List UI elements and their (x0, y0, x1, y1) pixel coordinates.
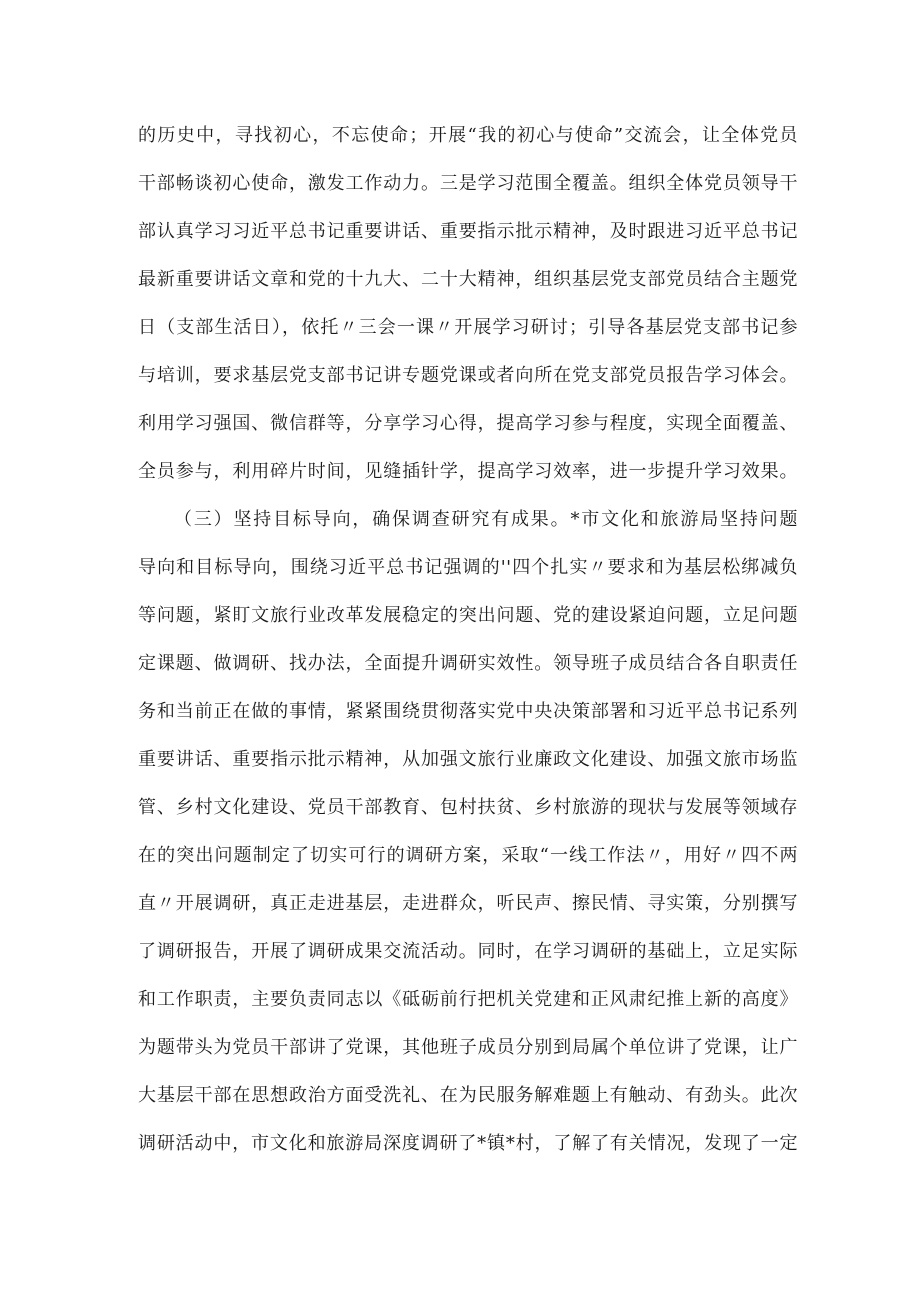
text-line: 等问题，紧盯文旅行业改革发展稳定的突出问题、党的建设紧迫问题，立足问题 (138, 605, 798, 626)
text-line: 全员参与，利用碎片时间，见缝插针学，提高学习效率，进一步提升学习效果。 (138, 461, 798, 482)
text-line: 管、乡村文化建设、党员干部教育、包村扶贫、乡村旅游的现状与发展等领域存 (138, 797, 798, 818)
text-line: 利用学习强国、微信群等，分享学习心得，提高学习参与程度，实现全面覆盖、 (138, 413, 798, 434)
text-line: 和工作职责，主要负责同志以《砥砺前行把机关党建和正风肃纪推上新的高度》 (138, 989, 798, 1010)
text-line: 与培训，要求基层党支部书记讲专题党课或者向所在党支部党员报告学习体会。 (138, 365, 798, 386)
text-line: 了调研报告，开展了调研成果交流活动。同时，在学习调研的基础上，立足实际 (138, 941, 798, 962)
text-line: 调研活动中，市文化和旅游局深度调研了*镇*村，了解了有关情况，发现了一定 (138, 1133, 798, 1154)
text-line: 干部畅谈初心使命，激发工作动力。三是学习范围全覆盖。组织全体党员领导干 (138, 173, 798, 194)
text-line: 导向和目标导向，围绕习近平总书记强调的''四个扎实〃要求和为基层松绑减负 (138, 557, 798, 578)
text-line: 重要讲话、重要指示批示精神，从加强文旅行业廉政文化建设、加强文旅市场监 (138, 749, 798, 770)
text-line: 定课题、做调研、找办法，全面提升调研实效性。领导班子成员结合各自职责任 (138, 653, 798, 674)
text-line: 在的突出问题制定了切实可行的调研方案，采取“一线工作法〃，用好〃四不两 (138, 845, 798, 866)
text-line: 为题带头为党员干部讲了党课，其他班子成员分别到局属个单位讲了党课，让广 (138, 1037, 798, 1058)
text-line: 部认真学习习近平总书记重要讲话、重要指示批示精神，及时跟进习近平总书记 (138, 221, 798, 242)
text-line: 直〃开展调研，真正走进基层，走进群众，听民声、擦民情、寻实策，分别撰写 (138, 893, 798, 914)
text-line: 日（支部生活日），依托〃三会一课〃开展学习研讨；引导各基层党支部书记参 (138, 317, 798, 338)
text-line: 大基层干部在思想政治方面受洗礼、在为民服务解难题上有触动、有劲头。此次 (138, 1085, 798, 1106)
text-line: 的历史中，寻找初心，不忘使命；开展“我的初心与使命”交流会，让全体党员 (138, 125, 798, 146)
section-heading-line: （三）坚持目标导向，确保调查研究有成果。*市文化和旅游局坚持问题 (174, 509, 798, 530)
text-line: 最新重要讲话文章和党的十九大、二十大精神，组织基层党支部党员结合主题党 (138, 269, 798, 290)
text-line: 务和当前正在做的事情，紧紧围绕贯彻落实党中央决策部署和习近平总书记系列 (138, 701, 798, 722)
